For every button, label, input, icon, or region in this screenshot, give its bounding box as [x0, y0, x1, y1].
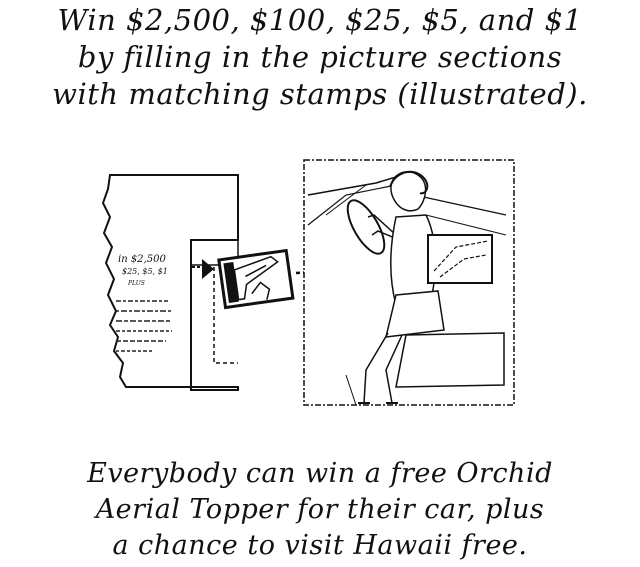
- prize-headline: [0, 2, 640, 113]
- card-prize-text: in $2,500: [118, 254, 166, 265]
- card-plus-text: PLUS: [128, 280, 145, 287]
- footer-offer: [0, 456, 640, 564]
- card-small-prizes-text: $25, $5, $1: [122, 267, 168, 276]
- stamp-matching-illustration: [96, 155, 526, 415]
- driver-picture: [304, 160, 514, 405]
- footer-line-1: Everybody can win a free Orchid: [87, 458, 553, 489]
- arrow-to-stamp-icon: [192, 259, 214, 279]
- matching-stamp: [219, 251, 293, 308]
- headline-line-3: with matching stamps (illustrated).: [52, 77, 588, 111]
- footer-line-3: a chance to visit Hawaii free.: [112, 530, 528, 561]
- game-card: [103, 175, 238, 390]
- headline-line-1: Win $2,500, $100, $25, $5, and $1: [57, 3, 583, 37]
- footer-line-2: Aerial Topper for their car, plus: [95, 494, 545, 525]
- headline-line-2: by filling in the picture sections: [77, 40, 563, 74]
